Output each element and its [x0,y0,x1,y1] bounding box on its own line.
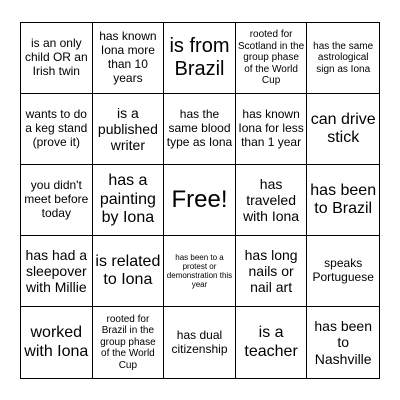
bingo-cell[interactable] [236,94,308,165]
bingo-cell-text: has been to Nashville [314,318,372,367]
bingo-cell-text: rooted for Brazil in the group phase of the World Cup [100,313,156,371]
bingo-cell[interactable] [93,165,165,236]
bingo-cell[interactable] [93,236,165,307]
bingo-cell-text: has the same blood type as Iona [166,107,233,149]
bingo-cell-text: has been to Brazil [310,181,377,217]
bingo-cell-text: has been to a protest or demonstration this year [166,252,233,290]
bingo-cell-text: has long nails or nail art [244,246,298,296]
bingo-cell-text: is related to Iona [95,252,161,288]
bingo-cell[interactable] [236,165,308,236]
bingo-cell-text: Free! [171,186,228,214]
bingo-cell[interactable] [21,307,93,378]
bingo-cell[interactable] [21,94,93,165]
bingo-cell[interactable] [236,307,308,378]
bingo-cell-text: has known Iona more than 10 years [99,29,157,85]
bingo-board [20,22,380,379]
bingo-cell-text: has known Iona for less than 1 year [238,107,304,149]
bingo-cell[interactable] [164,23,236,94]
bingo-cell[interactable] [164,307,236,378]
bingo-cell-text: wants to do a keg stand (prove it) [25,107,88,149]
bingo-cell-text: has the same astrological sign as Iona [313,40,374,75]
bingo-cell-text: is an only child OR an Irish twin [24,36,88,78]
bingo-cell-text: rooted for Scotland in the group phase of the World Cup [238,29,305,87]
bingo-cell-text: has traveled with Iona [243,175,300,225]
bingo-cell[interactable] [307,307,379,378]
bingo-cell[interactable] [307,165,379,236]
bingo-cell-text: speaks Portuguese [312,256,374,284]
bingo-cell-text: has had a sleepover with Millie [25,246,88,296]
bingo-cell[interactable] [307,94,379,165]
bingo-cell[interactable] [236,23,308,94]
bingo-cell-text: worked with Iona [24,324,89,360]
bingo-cell[interactable] [21,236,93,307]
bingo-cell-text: you didn't meet before today [24,178,89,220]
bingo-cell-text: can drive stick [310,110,376,146]
bingo-cell[interactable] [93,94,165,165]
bingo-cell-text: is a teacher [244,324,298,360]
bingo-cell[interactable] [164,94,236,165]
bingo-cell[interactable] [93,23,165,94]
bingo-cell-text: is from Brazil [169,35,230,80]
bingo-cell[interactable] [21,165,93,236]
bingo-cell-text: has dual citizenship [171,327,228,356]
bingo-cell-text: has a painting by Iona [99,172,156,227]
bingo-free-space[interactable] [164,165,236,236]
bingo-cell[interactable] [164,236,236,307]
bingo-cell[interactable] [307,236,379,307]
bingo-cell[interactable] [93,307,165,378]
bingo-cell[interactable] [236,236,308,307]
bingo-cell-text: is a published writer [97,104,158,154]
bingo-cell[interactable] [307,23,379,94]
bingo-cell[interactable] [21,23,93,94]
